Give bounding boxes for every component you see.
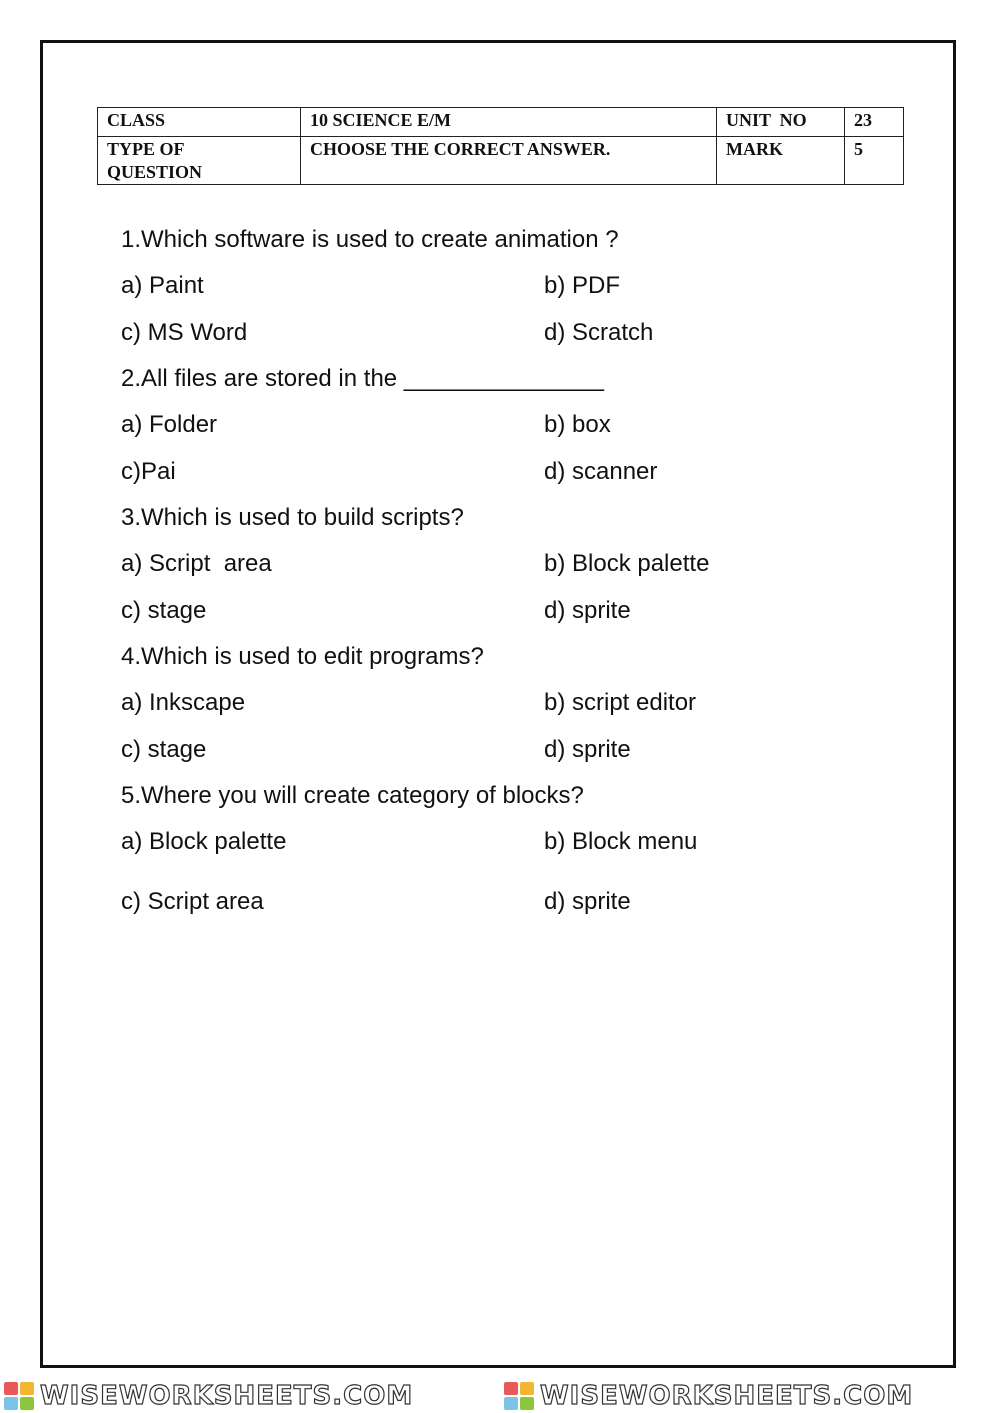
question-4-option-c: c) stage [121, 736, 207, 763]
question-1: 1.Which software is used to create animation ? [121, 226, 619, 253]
question-2-option-b: b) box [544, 411, 611, 438]
question-5-option-b: b) Block menu [544, 828, 698, 855]
question-1-option-c: c) MS Word [121, 319, 248, 346]
question-2: 2.All files are stored in the _______________ [121, 365, 605, 392]
brand-logo-icon [4, 1382, 34, 1410]
mark-value: 5 [845, 137, 904, 185]
class-label: CLASS [98, 108, 301, 137]
question-4-option-a: a) Inkscape [121, 689, 246, 716]
question-3-option-d: d) sprite [544, 597, 631, 624]
worksheet-info-table [97, 107, 904, 185]
question-5-option-d: d) sprite [544, 888, 631, 915]
question-2-option-c: c)Pai [121, 458, 176, 485]
question-3-option-b: b) Block palette [544, 550, 710, 577]
footer-branding [0, 1378, 1000, 1413]
question-5-option-c: c) Script area [121, 888, 264, 915]
question-5: 5.Where you will create category of blocks? [121, 782, 584, 809]
info-row-type [98, 137, 904, 185]
question-5-option-a: a) Block palette [121, 828, 287, 855]
question-2-option-a: a) Folder [121, 411, 218, 438]
question-1-option-d: d) Scratch [544, 319, 654, 346]
question-3-option-c: c) stage [121, 597, 207, 624]
brand-text: WISEWORKSHEETS.COM [40, 1380, 414, 1411]
question-type-label-line2: QUESTION [107, 162, 203, 182]
question-type-label [98, 137, 301, 185]
question-4-option-b: b) script editor [544, 689, 697, 716]
unit-value: 23 [845, 108, 904, 137]
brand-block-2 [500, 1381, 1000, 1411]
brand-text: WISEWORKSHEETS.COM [540, 1380, 914, 1411]
question-3: 3.Which is used to build scripts? [121, 504, 464, 531]
question-type-value: CHOOSE THE CORRECT ANSWER. [301, 137, 717, 185]
brand-logo-icon [504, 1382, 534, 1410]
question-1-option-b: b) PDF [544, 272, 621, 299]
question-3-option-a: a) Script area [121, 550, 272, 577]
mark-label: MARK [717, 137, 845, 185]
question-type-label-line1: TYPE OF [107, 139, 185, 159]
info-row-class [98, 108, 904, 137]
brand-block-1 [0, 1381, 500, 1411]
question-4-option-d: d) sprite [544, 736, 631, 763]
question-2-option-d: d) scanner [544, 458, 658, 485]
question-1-option-a: a) Paint [121, 272, 204, 299]
unit-label: UNIT NO [717, 108, 845, 137]
class-value: 10 SCIENCE E/M [301, 108, 717, 137]
question-4: 4.Which is used to edit programs? [121, 643, 484, 670]
